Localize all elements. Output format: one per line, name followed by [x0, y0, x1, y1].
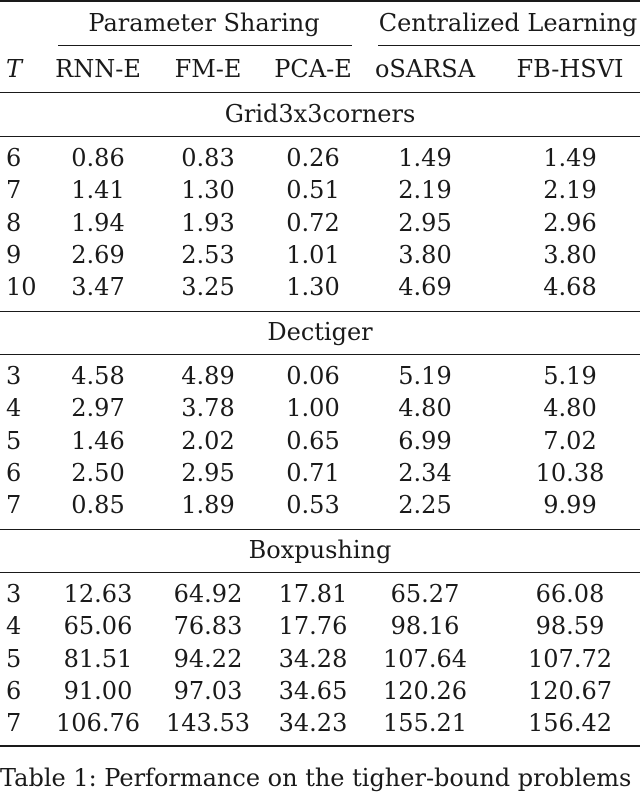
cell-pca-e: 34.28: [278, 644, 348, 673]
cell-osarsa: 2.25: [398, 491, 452, 520]
cell-fm-e: 64.92: [173, 580, 243, 608]
section-rule: [0, 572, 640, 573]
cell-fb-hsvi: 1.49: [543, 144, 597, 172]
cell-t: 7: [6, 709, 22, 738]
cell-t: 7: [6, 491, 22, 520]
cell-pca-e: 1.00: [286, 394, 340, 423]
cell-fb-hsvi: 2.96: [543, 208, 597, 237]
cell-osarsa: 4.80: [398, 394, 452, 423]
cell-fb-hsvi: 5.19: [543, 362, 597, 390]
cell-fb-hsvi: 7.02: [543, 426, 597, 455]
cell-fm-e: 1.30: [181, 176, 235, 205]
cell-rnn-e: 81.51: [63, 644, 133, 673]
cell-pca-e: 0.51: [286, 176, 340, 205]
section-title: Grid3x3corners: [224, 100, 416, 128]
cell-fb-hsvi: 2.19: [543, 176, 597, 205]
column-header-fb-hsvi: FB-HSVI: [516, 55, 624, 83]
cell-t: 4: [6, 612, 22, 641]
cell-fm-e: 0.83: [181, 144, 235, 172]
cell-fb-hsvi: 9.99: [543, 491, 597, 520]
cell-fm-e: 143.53: [166, 709, 250, 738]
cell-fm-e: 1.93: [181, 208, 235, 237]
cell-fb-hsvi: 107.72: [528, 644, 612, 673]
cell-fb-hsvi: 4.68: [543, 273, 597, 302]
cell-rnn-e: 65.06: [63, 612, 133, 641]
cell-fm-e: 97.03: [173, 676, 243, 705]
cell-rnn-e: 12.63: [63, 580, 133, 608]
table-caption: Table 1: Performance on the tigher-bound problems: [0, 764, 632, 792]
cell-pca-e: 0.53: [286, 491, 340, 520]
cell-pca-e: 1.01: [286, 240, 340, 269]
cell-rnn-e: 2.69: [71, 240, 125, 269]
cell-osarsa: 98.16: [390, 612, 460, 641]
cell-fm-e: 4.89: [181, 362, 235, 390]
cell-pca-e: 0.71: [286, 458, 340, 487]
cell-pca-e: 0.06: [286, 362, 340, 390]
cell-rnn-e: 91.00: [63, 676, 133, 705]
cell-osarsa: 65.27: [390, 580, 460, 608]
cell-osarsa: 2.95: [398, 208, 452, 237]
cell-fb-hsvi: 4.80: [543, 394, 597, 423]
section-rule: [0, 354, 640, 355]
cell-rnn-e: 2.97: [71, 394, 125, 423]
cell-pca-e: 34.23: [278, 709, 348, 738]
cell-fm-e: 76.83: [173, 612, 243, 641]
cell-t: 6: [6, 144, 22, 172]
cell-pca-e: 1.30: [286, 273, 340, 302]
column-header-t: T: [6, 55, 23, 83]
cell-osarsa: 5.19: [398, 362, 452, 390]
cell-t: 10: [6, 273, 37, 302]
cell-osarsa: 6.99: [398, 426, 452, 455]
cell-rnn-e: 3.47: [71, 273, 125, 302]
group-header-parameter-sharing: Parameter Sharing: [88, 9, 320, 37]
group-rule-parameter-sharing: [58, 45, 352, 46]
cell-rnn-e: 4.58: [71, 362, 125, 390]
section-rule: [0, 136, 640, 137]
cell-osarsa: 120.26: [383, 676, 467, 705]
cell-fm-e: 3.25: [181, 273, 235, 302]
cell-rnn-e: 1.94: [71, 208, 125, 237]
column-header-fm-e: FM-E: [174, 55, 242, 83]
cell-fm-e: 2.95: [181, 458, 235, 487]
cell-pca-e: 0.65: [286, 426, 340, 455]
cell-pca-e: 0.26: [286, 144, 340, 172]
cell-osarsa: 2.34: [398, 458, 452, 487]
header-rule: [0, 92, 640, 93]
cell-t: 6: [6, 458, 22, 487]
group-rule-centralized-learning: [378, 45, 640, 46]
cell-t: 3: [6, 580, 22, 608]
section-title: Dectiger: [267, 318, 373, 346]
cell-osarsa: 4.69: [398, 273, 452, 302]
cell-pca-e: 34.65: [278, 676, 348, 705]
cell-osarsa: 107.64: [383, 644, 467, 673]
cell-t: 6: [6, 676, 22, 705]
cell-rnn-e: 1.41: [71, 176, 125, 205]
cell-fm-e: 2.53: [181, 240, 235, 269]
cell-rnn-e: 2.50: [71, 458, 125, 487]
section-bottom-rule: [0, 529, 640, 530]
cell-fm-e: 3.78: [181, 394, 235, 423]
cell-rnn-e: 0.86: [71, 144, 125, 172]
cell-fb-hsvi: 156.42: [528, 709, 612, 738]
cell-fb-hsvi: 10.38: [535, 458, 605, 487]
cell-osarsa: 1.49: [398, 144, 452, 172]
cell-t: 8: [6, 208, 22, 237]
cell-fm-e: 94.22: [173, 644, 243, 673]
cell-t: 3: [6, 362, 22, 390]
cell-osarsa: 2.19: [398, 176, 452, 205]
section-title: Boxpushing: [248, 536, 392, 564]
cell-fm-e: 1.89: [181, 491, 235, 520]
cell-t: 7: [6, 176, 22, 205]
cell-pca-e: 0.72: [286, 208, 340, 237]
cell-osarsa: 155.21: [383, 709, 467, 738]
cell-t: 5: [6, 426, 22, 455]
cell-fb-hsvi: 66.08: [535, 580, 605, 608]
column-header-osarsa: oSARSA: [374, 55, 476, 83]
cell-t: 4: [6, 394, 22, 423]
cell-fb-hsvi: 120.67: [528, 676, 612, 705]
cell-t: 9: [6, 240, 22, 269]
cell-pca-e: 17.76: [278, 612, 348, 641]
cell-fb-hsvi: 3.80: [543, 240, 597, 269]
cell-fm-e: 2.02: [181, 426, 235, 455]
cell-rnn-e: 106.76: [56, 709, 140, 738]
bottom-rule: [0, 745, 640, 747]
section-bottom-rule: [0, 311, 640, 312]
group-header-centralized-learning: Centralized Learning: [378, 9, 638, 37]
column-header-pca-e: PCA-E: [274, 55, 352, 83]
cell-osarsa: 3.80: [398, 240, 452, 269]
cell-rnn-e: 0.85: [71, 491, 125, 520]
cell-rnn-e: 1.46: [71, 426, 125, 455]
cell-t: 5: [6, 644, 22, 673]
cell-fb-hsvi: 98.59: [535, 612, 605, 641]
cell-pca-e: 17.81: [278, 580, 348, 608]
column-header-rnn-e: RNN-E: [55, 55, 141, 83]
top-rule: [0, 0, 640, 2]
